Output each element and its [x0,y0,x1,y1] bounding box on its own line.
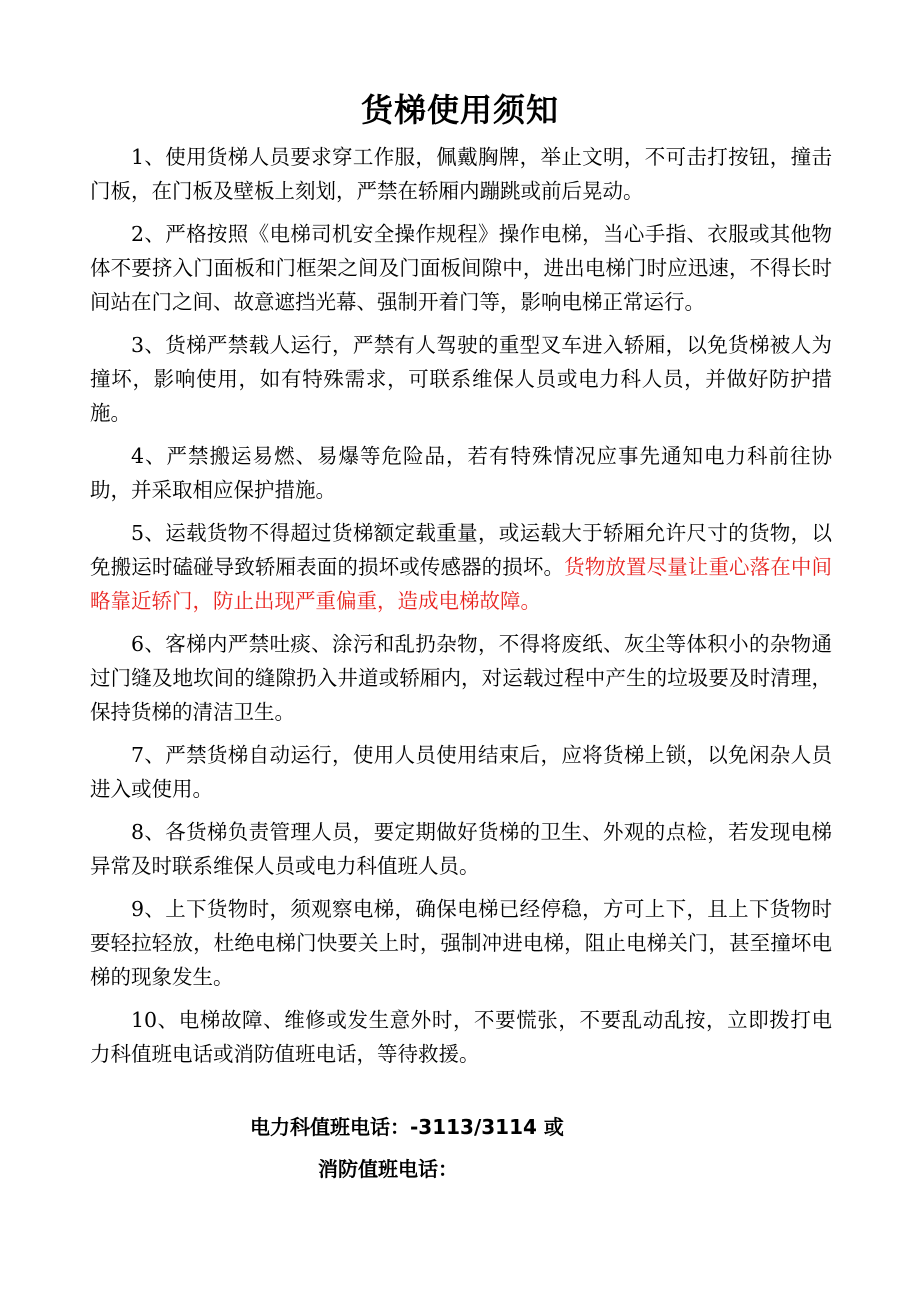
rule-paragraph-7 [90,738,832,806]
rule-paragraph-5 [90,516,832,618]
rule-text: 9、上下货物时，须观察电梯，确保电梯已经停稳，方可上下，且上下货物时要轻拉轻放，杜绝电梯门快要关上时，强制冲进电梯，阻止电梯关门，甚至撞坏电梯的现象发生。 [90,897,832,989]
rule-text: 10、电梯故障、维修或发生意外时，不要慌张，不要乱动乱按，立即拨打电力科值班电话或消防值班电话，等待救援。 [90,1008,832,1066]
rule-paragraph-2 [90,217,832,319]
power-dept-phone: 电力科值班电话：-3113/3114 或 [250,1115,564,1139]
rule-highlight-text: 货物放置尽量让重心落在中间略靠近轿门，防止出现严重偏重，造成电梯故障。 [90,555,833,613]
rule-paragraph-1 [90,140,832,208]
rule-text: 2、严格按照《电梯司机安全操作规程》操作电梯，当心手指、衣服或其他物体不要挤入门面板和门框架之间及门面板间隙中，进出电梯门时应迅速，不得长时间站在门之间、故意遮挡光幕、强制开着门等，影响电梯正常运行。 [90,222,832,314]
rules-body [90,140,832,1080]
rule-text: 5、运载货物不得超过货梯额定载重量，或运载大于轿厢允许尺寸的货物，以免搬运时磕碰导致轿厢表面的损坏或传感器的损坏。 [90,521,832,579]
rule-text: 4、严禁搬运易燃、易爆等危险品，若有特殊情况应事先通知电力科前往协助，并采取相应保护措施。 [90,444,832,502]
rule-paragraph-8 [90,815,832,883]
rule-text: 3、货梯严禁载人运行，严禁有人驾驶的重型叉车进入轿厢，以免货梯被人为撞坏，影响使用，如有特殊需求，可联系维保人员或电力科人员，并做好防护措施。 [90,333,832,425]
rule-text: 6、客梯内严禁吐痰、涂污和乱扔杂物，不得将废纸、灰尘等体积小的杂物通过门缝及地坎间的缝隙扔入井道或轿厢内，对运载过程中产生的垃圾要及时清理，保持货梯的清洁卫生。 [90,632,832,724]
rule-paragraph-4 [90,439,832,507]
rule-paragraph-3 [90,328,832,430]
rule-text: 7、严禁货梯自动运行，使用人员使用结束后，应将货梯上锁，以免闲杂人员进入或使用。 [90,743,832,801]
rule-text: 1、使用货梯人员要求穿工作服，佩戴胸牌，举止文明，不可击打按钮，撞击门板，在门板及壁板上刻划，严禁在轿厢内蹦跳或前后晃动。 [90,145,832,203]
rule-text: 8、各货梯负责管理人员，要定期做好货梯的卫生、外观的点检，若发现电梯异常及时联系维保人员或电力科值班人员。 [90,820,832,878]
rule-paragraph-10 [90,1003,832,1071]
rule-paragraph-9 [90,892,832,994]
page-title: 货梯使用须知 [360,91,559,129]
rule-paragraph-6 [90,627,832,729]
fire-dept-phone: 消防值班电话： [318,1157,458,1181]
